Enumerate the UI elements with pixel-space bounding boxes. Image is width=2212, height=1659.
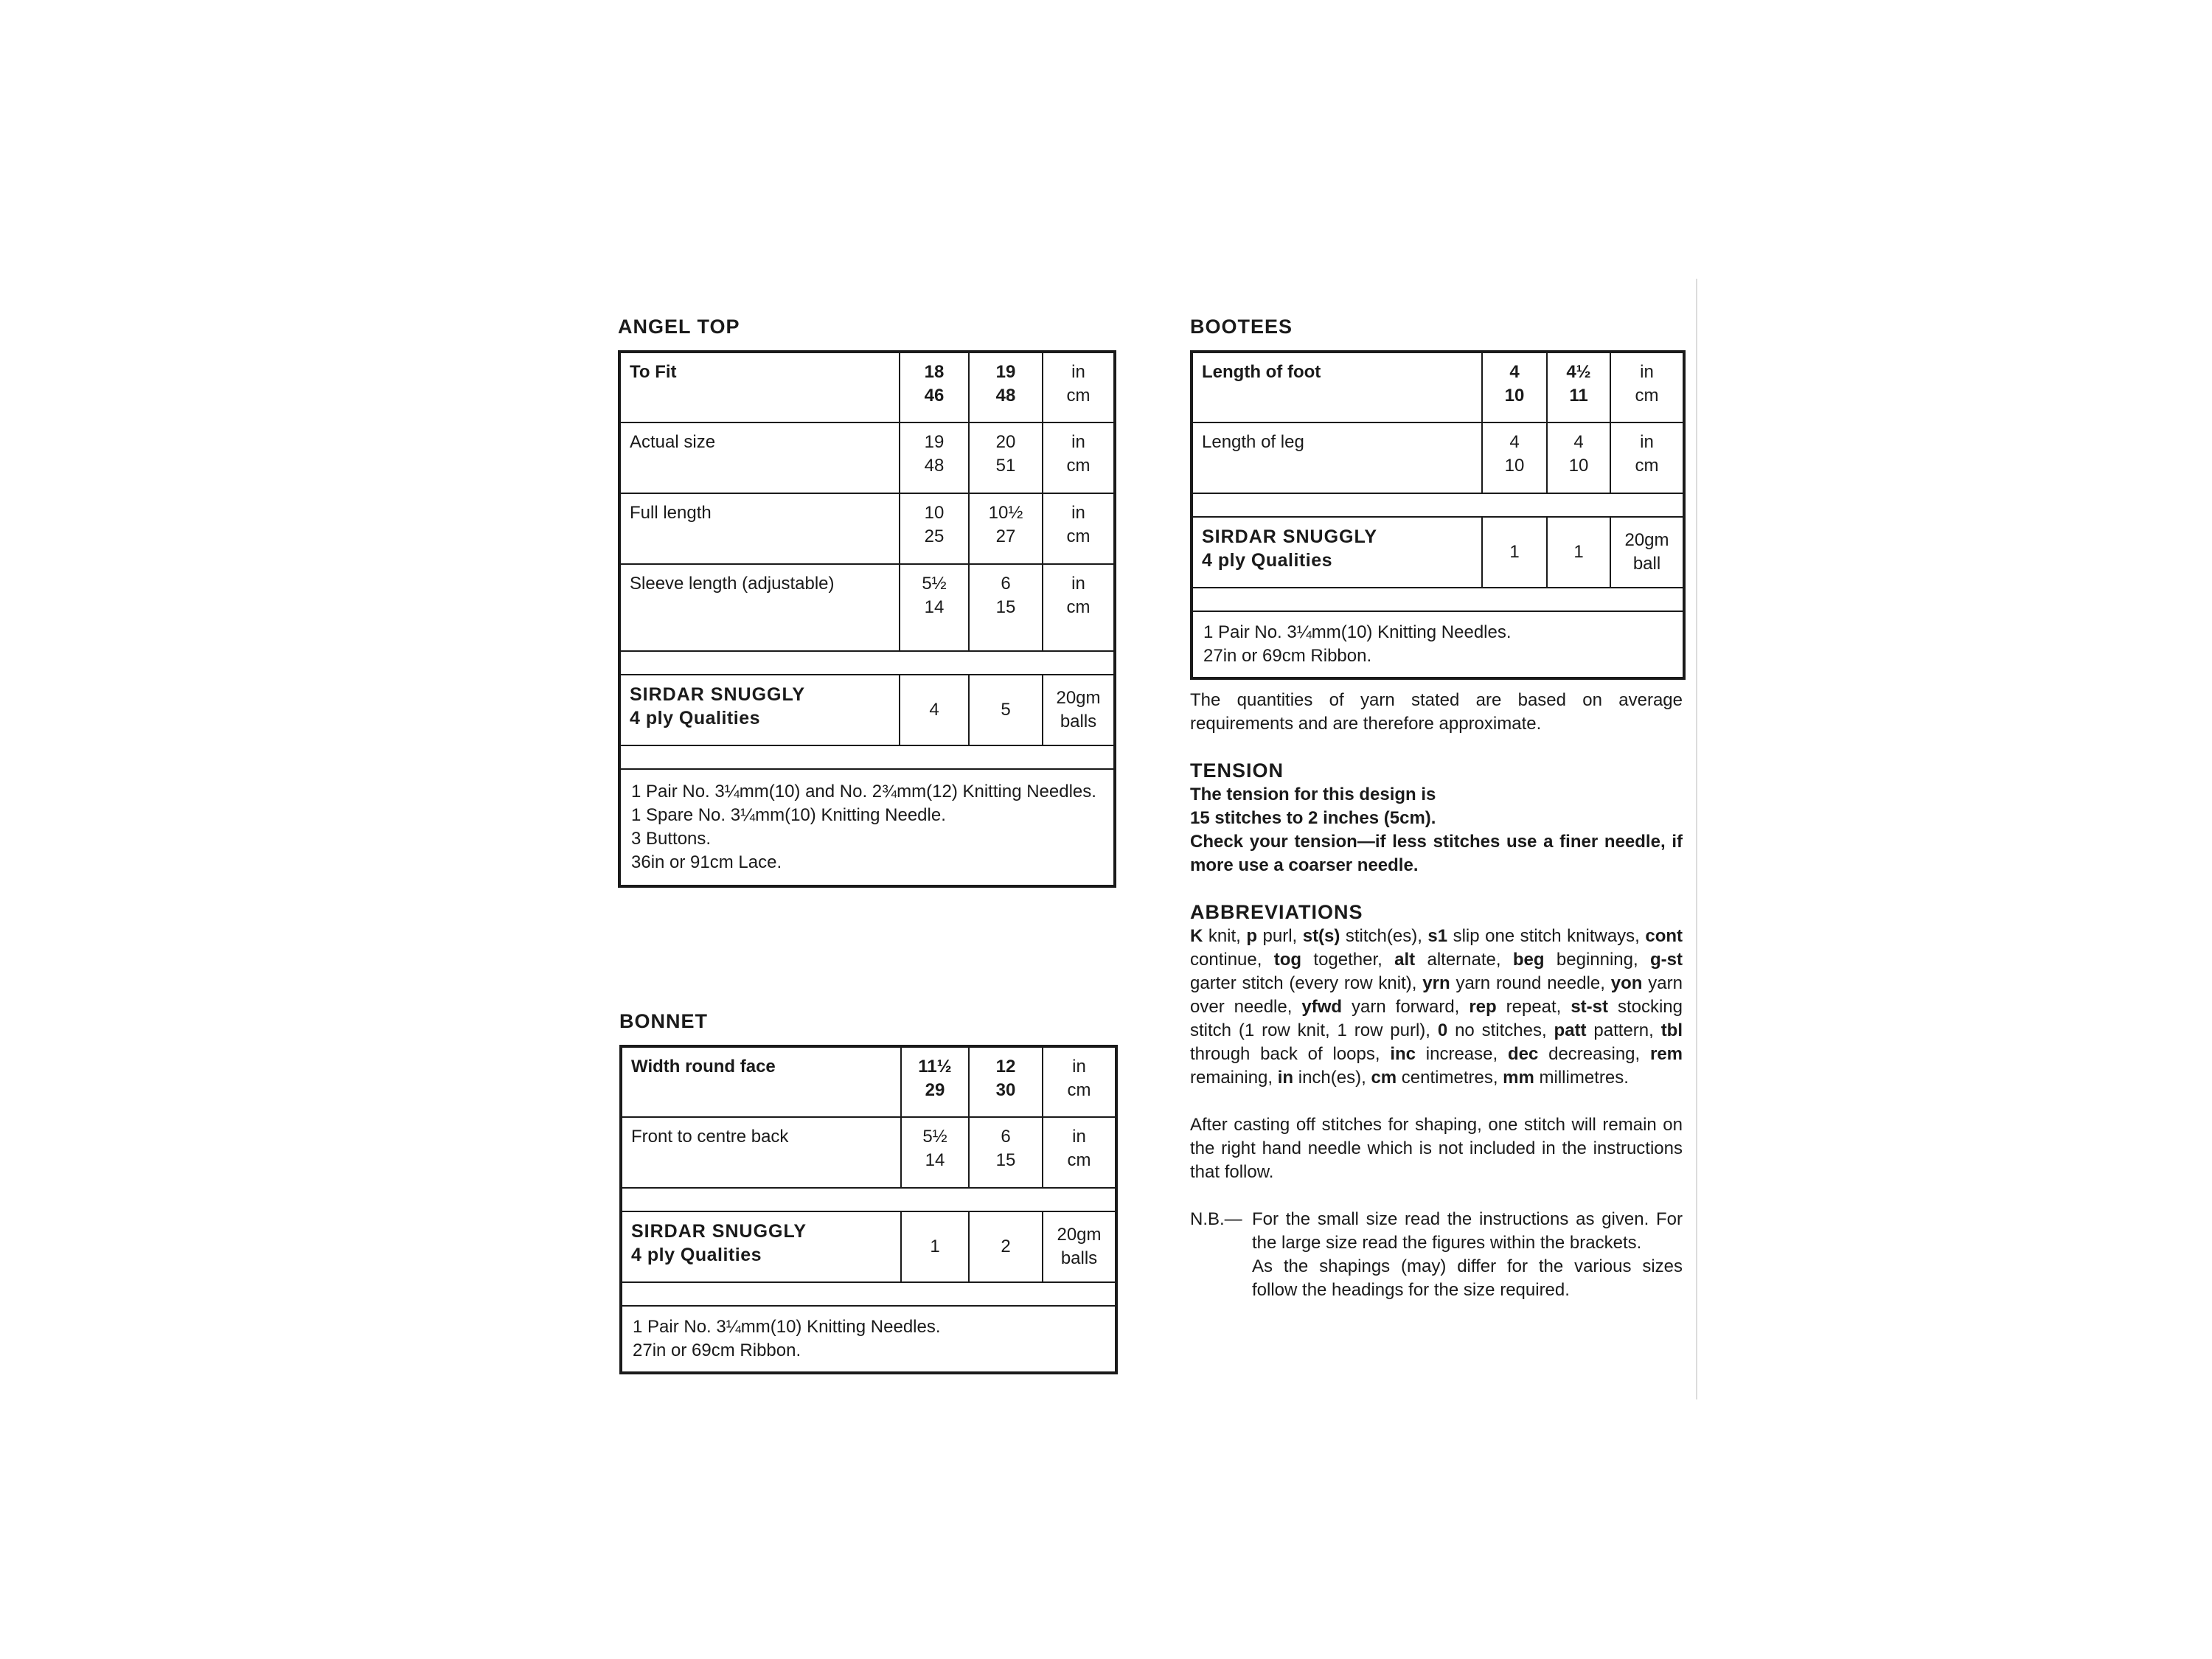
unit-in: in	[1071, 574, 1085, 594]
value-in: 5½	[922, 1127, 947, 1147]
ribbon-note: 27in or 69cm Ribbon.	[633, 1340, 801, 1360]
yarn-quality: 4 ply Qualities	[1202, 550, 1333, 571]
unit-in: in	[1072, 1057, 1086, 1077]
yarn-qty: 4	[900, 675, 969, 745]
value-in: 4	[1509, 432, 1520, 452]
yarn-unit: ball	[1632, 554, 1661, 574]
value-in: 19	[924, 432, 945, 452]
abbreviation-meaning: centimetres,	[1397, 1068, 1503, 1088]
abbreviation-meaning: stitch(es),	[1340, 926, 1428, 946]
abbreviation-key: rem	[1649, 1044, 1683, 1064]
abbreviation-meaning: yarn round needle,	[1450, 973, 1611, 993]
abbreviation-meaning: increase,	[1416, 1044, 1508, 1064]
angel-top-title: ANGEL TOP	[618, 316, 740, 338]
size-cm: 11	[1569, 386, 1588, 406]
abbreviation-key: 0	[1437, 1020, 1448, 1040]
unit-in: in	[1640, 362, 1654, 382]
yarn-unit: 20gm	[1057, 1225, 1102, 1245]
unit-in: in	[1072, 1127, 1086, 1147]
casting-off-note: After casting off stitches for shaping, one stitch will remain on the right hand needle which is not included in the instructions that follow.	[1190, 1115, 1683, 1182]
right-column	[1190, 316, 1683, 1302]
unit-cm: cm	[1066, 526, 1091, 546]
unit-in: in	[1071, 503, 1085, 523]
yarn-qty: 1	[1482, 517, 1547, 588]
size-in: 4	[1509, 362, 1520, 382]
abbreviation-key: alt	[1394, 950, 1416, 970]
table-row	[621, 1211, 1116, 1282]
unit-cm: cm	[1066, 597, 1091, 617]
table-row	[1192, 611, 1684, 678]
yarn-brand: SIRDAR SNUGGLY	[630, 684, 806, 705]
abbreviation-key: K	[1190, 926, 1203, 946]
value-cm: 25	[924, 526, 945, 546]
value-cm: 10	[1568, 456, 1589, 476]
measure-label: Sleeve length (adjustable)	[619, 564, 900, 651]
abbreviations-list	[1190, 925, 1683, 1090]
nb-note	[1190, 1208, 1683, 1302]
table-row	[1192, 517, 1684, 588]
table-row	[619, 651, 1115, 675]
size-in: 18	[924, 362, 945, 382]
yarn-qty: 5	[969, 675, 1043, 745]
bootees-title: BOOTEES	[1190, 316, 1293, 338]
abbreviation-key: s1	[1427, 926, 1448, 946]
abbreviation-key: st(s)	[1302, 926, 1340, 946]
abbreviation-meaning: garter stitch (every row knit),	[1190, 973, 1423, 993]
abbreviation-meaning: through back of loops,	[1190, 1044, 1391, 1064]
abbreviation-meaning: yarn forward,	[1342, 997, 1470, 1017]
yarn-brand: SIRDAR SNUGGLY	[631, 1221, 807, 1242]
unit-cm: cm	[1067, 1150, 1091, 1170]
table-row	[619, 564, 1115, 651]
buttons-note: 3 Buttons.	[631, 829, 712, 849]
abbreviation-meaning: no stitches,	[1447, 1020, 1554, 1040]
abbreviation-meaning: inch(es),	[1293, 1068, 1371, 1088]
needles-note: 1 Pair No. 3¼mm(10) Knitting Needles.	[633, 1317, 941, 1337]
unit-cm: cm	[1066, 456, 1091, 476]
value-cm: 15	[995, 597, 1016, 617]
table-row	[619, 493, 1115, 564]
ribbon-note: 27in or 69cm Ribbon.	[1203, 646, 1372, 666]
yarn-unit: balls	[1060, 712, 1097, 731]
unit-cm: cm	[1635, 456, 1659, 476]
angel-top-table	[618, 350, 1116, 888]
unit-cm: cm	[1066, 386, 1091, 406]
size-cm: 48	[995, 386, 1016, 406]
abbreviation-key: patt	[1554, 1020, 1587, 1040]
abbreviation-meaning: slip one stitch knitways,	[1447, 926, 1646, 946]
tension-line: Check your tension—if less stitches use a finer needle, if more use a coarser needle.	[1190, 832, 1683, 875]
abbreviation-meaning: remaining,	[1190, 1068, 1278, 1088]
page-edge-rule	[1696, 279, 1697, 1399]
abbreviation-meaning: purl,	[1257, 926, 1303, 946]
abbreviation-key: yfwd	[1301, 997, 1343, 1017]
abbreviation-meaning: beginning,	[1544, 950, 1650, 970]
unit-in: in	[1071, 362, 1085, 382]
abbreviation-key: inc	[1390, 1044, 1416, 1064]
value-in: 6	[1001, 1127, 1011, 1147]
value-cm: 51	[995, 456, 1016, 476]
table-row	[619, 745, 1115, 769]
abbreviation-meaning: stocking stitch (1 row knit, 1 row purl),	[1190, 997, 1683, 1040]
abbreviation-key: tbl	[1660, 1020, 1683, 1040]
table-row	[621, 1306, 1116, 1373]
value-cm: 14	[924, 597, 945, 617]
measure-label: Actual size	[619, 422, 900, 493]
size-in: 12	[995, 1057, 1016, 1077]
abbreviation-meaning: knit,	[1203, 926, 1247, 946]
yarn-unit: 20gm	[1624, 530, 1669, 550]
table-row	[619, 422, 1115, 493]
abbreviation-key: rep	[1469, 997, 1497, 1017]
abbreviation-key: beg	[1512, 950, 1545, 970]
nb-label: N.B.—	[1190, 1209, 1242, 1229]
measure-label: Length of leg	[1192, 422, 1482, 493]
abbreviation-key: mm	[1503, 1068, 1534, 1088]
tension-line: 15 stitches to 2 inches (5cm).	[1190, 808, 1436, 828]
needles-note: 1 Pair No. 3¼mm(10) and No. 2¾mm(12) Knitting Needles.	[631, 782, 1096, 801]
size-label: Length of foot	[1192, 352, 1482, 422]
yarn-qty: 2	[969, 1211, 1043, 1282]
size-cm: 30	[995, 1080, 1016, 1100]
abbreviation-key: yrn	[1422, 973, 1450, 993]
table-row	[621, 1282, 1116, 1306]
abbreviation-meaning: together,	[1301, 950, 1395, 970]
table-row	[1192, 588, 1684, 611]
table-row	[1192, 352, 1684, 422]
table-row	[619, 675, 1115, 745]
yarn-qty: 1	[901, 1211, 969, 1282]
value-in: 5½	[922, 574, 947, 594]
size-in: 11½	[918, 1057, 952, 1077]
table-row	[619, 769, 1115, 886]
abbreviation-key: in	[1277, 1068, 1294, 1088]
value-in: 10½	[988, 503, 1023, 523]
tension-block	[1190, 758, 1683, 877]
needles-note: 1 Pair No. 3¼mm(10) Knitting Needles.	[1203, 622, 1512, 642]
value-cm: 10	[1504, 456, 1525, 476]
value-cm: 14	[925, 1150, 945, 1170]
bonnet-section	[619, 1010, 1118, 1374]
size-label: To Fit	[619, 352, 900, 422]
abbreviation-key: p	[1246, 926, 1258, 946]
abbreviation-meaning: millimetres.	[1534, 1068, 1629, 1088]
bootees-table	[1190, 350, 1686, 680]
yarn-unit: 20gm	[1056, 688, 1101, 708]
yarn-quality: 4 ply Qualities	[631, 1245, 762, 1265]
tension-line: The tension for this design is	[1190, 785, 1436, 804]
spare-needle-note: 1 Spare No. 3¼mm(10) Knitting Needle.	[631, 805, 946, 825]
table-row	[621, 1046, 1116, 1117]
value-cm: 48	[924, 456, 945, 476]
unit-cm: cm	[1067, 1080, 1091, 1100]
table-row	[621, 1117, 1116, 1188]
table-row	[621, 1188, 1116, 1211]
abbreviation-key: cm	[1371, 1068, 1397, 1088]
value-in: 6	[1001, 574, 1011, 594]
size-in: 19	[995, 362, 1016, 382]
lace-note: 36in or 91cm Lace.	[631, 852, 782, 872]
table-row	[1192, 493, 1684, 517]
size-in: 4½	[1566, 362, 1591, 382]
abbreviations-heading: ABBREVIATIONS	[1190, 901, 1363, 923]
measure-label: Front to centre back	[621, 1117, 901, 1188]
nb-line: As the shapings (may) differ for the various sizes follow the headings for the size required.	[1252, 1256, 1683, 1300]
bonnet-table	[619, 1045, 1118, 1374]
table-row	[1192, 422, 1684, 493]
value-cm: 15	[995, 1150, 1016, 1170]
abbreviation-meaning: alternate,	[1415, 950, 1513, 970]
bonnet-title: BONNET	[619, 1010, 708, 1032]
abbreviation-key: dec	[1507, 1044, 1539, 1064]
unit-in: in	[1640, 432, 1654, 452]
abbreviation-meaning: decreasing,	[1538, 1044, 1650, 1064]
abbreviation-key: tog	[1273, 950, 1302, 970]
unit-in: in	[1071, 432, 1085, 452]
yarn-quality: 4 ply Qualities	[630, 708, 761, 728]
abbreviation-key: yon	[1610, 973, 1643, 993]
measure-label: Full length	[619, 493, 900, 564]
value-in: 4	[1573, 432, 1584, 452]
abbreviation-meaning: yarn over needle,	[1190, 973, 1683, 1017]
size-cm: 46	[924, 386, 945, 406]
abbreviation-key: g-st	[1650, 950, 1683, 970]
yarn-qty: 1	[1547, 517, 1610, 588]
size-label: Width round face	[621, 1046, 901, 1117]
abbreviation-meaning: pattern,	[1586, 1020, 1661, 1040]
size-cm: 10	[1504, 386, 1525, 406]
nb-line: For the small size read the instructions as given. For the large size read the figures within the brackets.	[1252, 1209, 1683, 1253]
unit-cm: cm	[1635, 386, 1659, 406]
tension-heading: TENSION	[1190, 759, 1284, 782]
abbreviation-meaning: repeat,	[1496, 997, 1571, 1017]
abbreviation-key: cont	[1645, 926, 1683, 946]
abbreviation-meaning: continue,	[1190, 950, 1274, 970]
size-cm: 29	[925, 1080, 945, 1100]
value-cm: 27	[995, 526, 1016, 546]
table-row	[619, 352, 1115, 422]
abbreviation-key: st-st	[1571, 997, 1608, 1017]
value-in: 20	[995, 432, 1016, 452]
value-in: 10	[924, 503, 945, 523]
yarn-unit: balls	[1060, 1248, 1098, 1268]
abbreviations-block	[1190, 900, 1683, 1090]
yarn-brand: SIRDAR SNUGGLY	[1202, 526, 1378, 547]
quantities-note: The quantities of yarn stated are based on average requirements and are therefore approximate.	[1190, 690, 1683, 734]
angel-top-section	[618, 316, 1116, 888]
